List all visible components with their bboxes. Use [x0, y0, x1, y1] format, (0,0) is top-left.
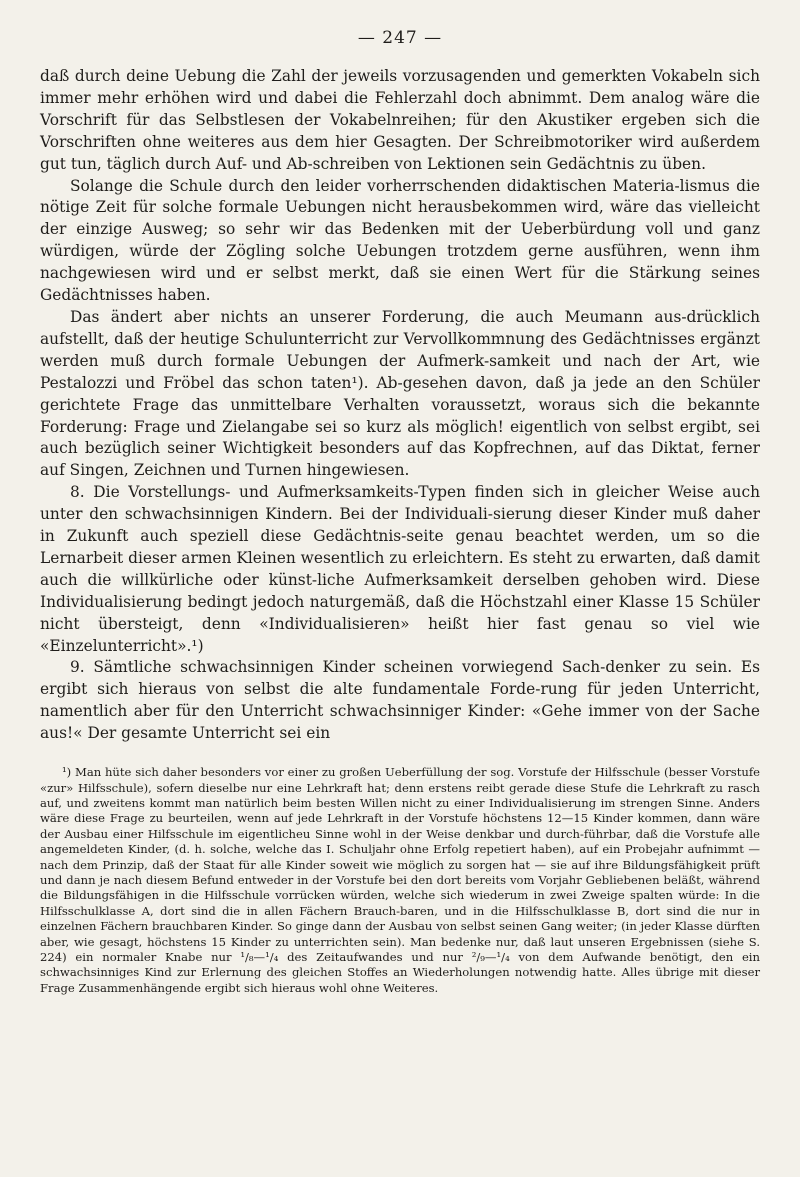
paragraph: 9. Sämtliche schwachsinnigen Kinder scheinen vorwiegend Sach-denker zu sein. Es ergibt sich hieraus von selbst die alte fundamentale Forde-rung für jeden Unterricht, namentlich aber für den Unterricht schwachsinniger Kinder: «Gehe immer von der Sache aus!« Der gesamte Unterricht sei ein — [40, 658, 760, 743]
paragraph: 8. Die Vorstellungs- und Aufmerksamkeits-Typen finden sich in gleicher Weise auch unter den schwachsinnigen Kindern. Bei der Individuali-sierung dieser Kinder muß daher in Zukunft auch speziell diese Gedächtnis-seite genau beachtet werden, um so die Lernarbeit dieser armen Kleinen wesentlich zu erleichtern. Es steht zu erwarten, daß damit auch die willkürliche oder künst-liche Aufmerksamkeit derselben gehoben wird. Diese Individualisierung bedingt jedoch naturgemäß, daß die Höchstzahl einer Klasse 15 Schüler nicht übersteigt, denn «Individualisieren» heißt hier fast genau so viel wie «Einzelunterricht».¹) — [40, 483, 760, 655]
paragraph: Solange die Schule durch den leider vorherrschenden didaktischen Materia-lismus die nötige Zeit für solche formale Uebungen nicht herausbekommen wird, wäre das vielleicht der einzige Ausweg; so sehr wir das Bedenken mit der Ueberbürdung voll und ganz würdigen, würde der Zögling solche Uebungen trotzdem gerne ausführen, wenn ihm nachgewiesen wird und er selbst merkt, daß sie einen Wert für die Stärkung seines Gedächtnisses haben. — [40, 176, 760, 305]
body-text — [40, 66, 760, 745]
paragraph: daß durch deine Uebung die Zahl der jeweils vorzusagenden und gemerkten Vokabeln sich immer mehr erhöhen wird und dabei die Fehlerzahl doch abnimmt. Dem analog wäre die Vorschrift für das Selbstlesen der Vokabelnreihen; für den Akustiker ergeben sich die Vorschriften ohne weiteres aus dem hier Gesagten. Der Schreibmotoriker wird außerdem gut tun, täglich durch Auf- und Ab-schreiben von Lektionen sein Gedächtnis zu üben. — [40, 67, 760, 173]
page-number: — 247 — — [357, 28, 443, 48]
footnote: ¹) Man hüte sich daher besonders vor einer zu großen Ueberfüllung der sog. Vorstufe der Hilfsschule (besser Vorstufe «zur» Hilfsschule), sofern dieselbe nur eine Lehrkraft hat; denn erstens reibt gerade diese Stufe die Lehrkraft zu rasch auf, und zweitens kommt man natürlich beim besten Willen nicht zu einer Individualisierung im strengen Sinne. Anders wäre diese Frage zu beurteilen, wenn auf jede Lehrkraft in der Vorstufe höchstens 12—15 Kinder kommen, dann wäre der Ausbau einer Hilfsschule im eigentlicheu Sinne wohl in der Weise denkbar und durch-führbar, daß die Vorstufe alle angemeldeten Kinder, (d. h. solche, welche das I. Schuljahr ohne Erfolg repetiert haben), auf ein Probejahr aufnimmt — nach dem Prinzip, daß der Staat für alle Kinder soweit wie möglich zu sorgen hat — sie auf ihre Bildungsfähigkeit prüft und dann je nach diesem Befund entweder in der Vorstufe bei den dort bereits vom Vorjahr Gebliebenen beläßt, während die Bildungsfähigen in die Hilfsschule vorrücken würden, welche sich wiederum in zwei Zweige spalten würde: In die Hilfsschulklasse A, dort sind die in allen Fächern Brauch-baren, und in die Hilfsschulklasse B, dort sind die nur in einzelnen Fächern brauchbaren Kinder. So ginge dann der Ausbau von selbst seinen Gang weiter; (in jeder Klasse dürften aber, wie gesagt, höchstens 15 Kinder zu unterrichten sein). Man bedenke nur, daß laut unseren Ergebnissen (siehe S. 224) ein normaler Knabe nur ¹/₈—¹/₄ des Zeitaufwandes und nur ²/₉—¹/₄ von dem Aufwande benötigt, den ein schwachsinniges Kind zur Erlernung des gleichen Stoffes an Wiederholungen notwendig hatte. Alles übrige mit dieser Frage Zusammenhängende ergibt sich hieraus wohl ohne Weiteres. — [40, 765, 760, 995]
paragraph: Das ändert aber nichts an unserer Forderung, die auch Meumann aus-drücklich aufstellt, daß der heutige Schulunterricht zur Vervollkommnung des Gedächtnisses ergänzt werden muß durch formale Uebungen der Aufmerk-samkeit und nach der Art, wie Pestalozzi und Fröbel das schon taten¹). Ab-gesehen davon, daß ja jede an den Schüler gerichtete Frage das unmittelbare Verhalten voraussetzt, woraus sich die bekannte Forderung: Frage und Zielangabe sei so kurz als möglich! eigentlich von selbst ergibt, sei auch bezüglich seiner Wichtigkeit besonders auf das Kopfrechnen, auf das Diktat, ferner auf Singen, Zeichnen und Turnen hingewiesen. — [40, 307, 760, 480]
book-page — [40, 28, 760, 996]
footnotes — [40, 765, 760, 996]
